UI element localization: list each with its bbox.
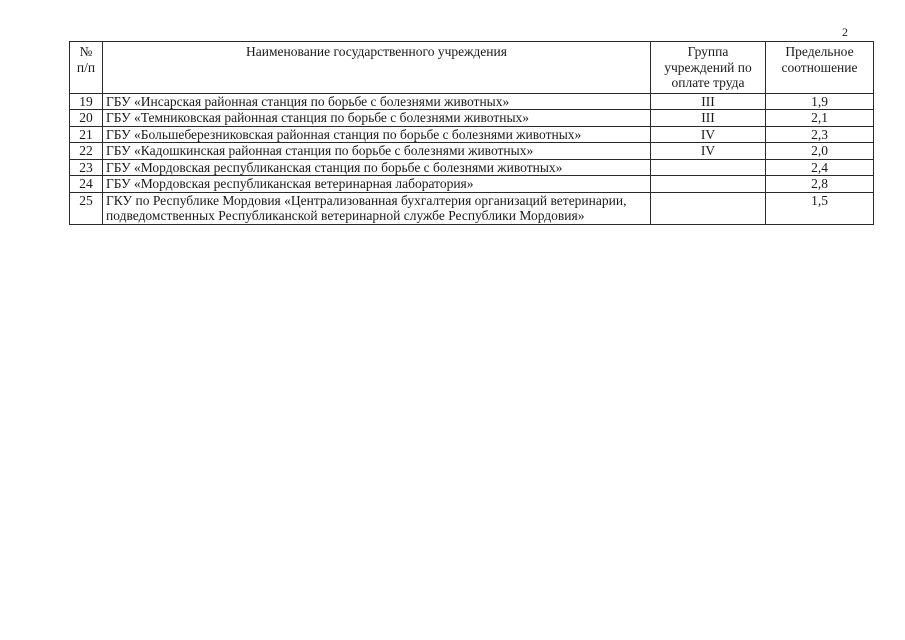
header-group: Группа учреждений по оплате труда xyxy=(651,42,766,94)
row-num: 19 xyxy=(70,93,103,110)
row-ratio: 1,5 xyxy=(766,192,874,224)
row-ratio: 2,8 xyxy=(766,176,874,193)
page-number: 2 xyxy=(842,25,848,39)
row-name: ГБУ «Мордовская республиканская станция по борьбе с болезнями животных» xyxy=(103,159,651,176)
row-group: IV xyxy=(651,126,766,143)
row-name: ГБУ «Кадошкинская районная станция по борьбе с болезнями животных» xyxy=(103,143,651,160)
row-group xyxy=(651,176,766,193)
header-num: № п/п xyxy=(70,42,103,94)
table-row xyxy=(70,176,874,193)
header-ratio: Предельное соотношение xyxy=(766,42,874,94)
row-ratio: 2,1 xyxy=(766,110,874,127)
row-ratio: 1,9 xyxy=(766,93,874,110)
table-row xyxy=(70,143,874,160)
row-ratio: 2,3 xyxy=(766,126,874,143)
row-num: 20 xyxy=(70,110,103,127)
row-group: III xyxy=(651,110,766,127)
row-name: ГКУ по Республике Мордовия «Централизованная бухгалтерия организаций ветеринарии, подведомственных Республиканской ветеринарной службе Республики Мордовия» xyxy=(103,192,651,224)
row-ratio: 2,4 xyxy=(766,159,874,176)
row-name: ГБУ «Инсарская районная станция по борьбе с болезнями животных» xyxy=(103,93,651,110)
row-num: 23 xyxy=(70,159,103,176)
row-name: ГБУ «Темниковская районная станция по борьбе с болезнями животных» xyxy=(103,110,651,127)
institutions-table xyxy=(69,41,874,225)
row-group xyxy=(651,192,766,224)
row-group: III xyxy=(651,93,766,110)
row-name: ГБУ «Мордовская республиканская ветеринарная лаборатория» xyxy=(103,176,651,193)
row-num: 24 xyxy=(70,176,103,193)
row-num: 22 xyxy=(70,143,103,160)
table-row xyxy=(70,93,874,110)
table-row xyxy=(70,192,874,224)
row-group: IV xyxy=(651,143,766,160)
row-group xyxy=(651,159,766,176)
header-name: Наименование государственного учреждения xyxy=(103,42,651,94)
table-header-row xyxy=(70,42,874,94)
row-ratio: 2,0 xyxy=(766,143,874,160)
row-num: 21 xyxy=(70,126,103,143)
row-name: ГБУ «Большеберезниковская районная станция по борьбе с болезнями животных» xyxy=(103,126,651,143)
table-row xyxy=(70,110,874,127)
table-row xyxy=(70,126,874,143)
table-row xyxy=(70,159,874,176)
row-num: 25 xyxy=(70,192,103,224)
